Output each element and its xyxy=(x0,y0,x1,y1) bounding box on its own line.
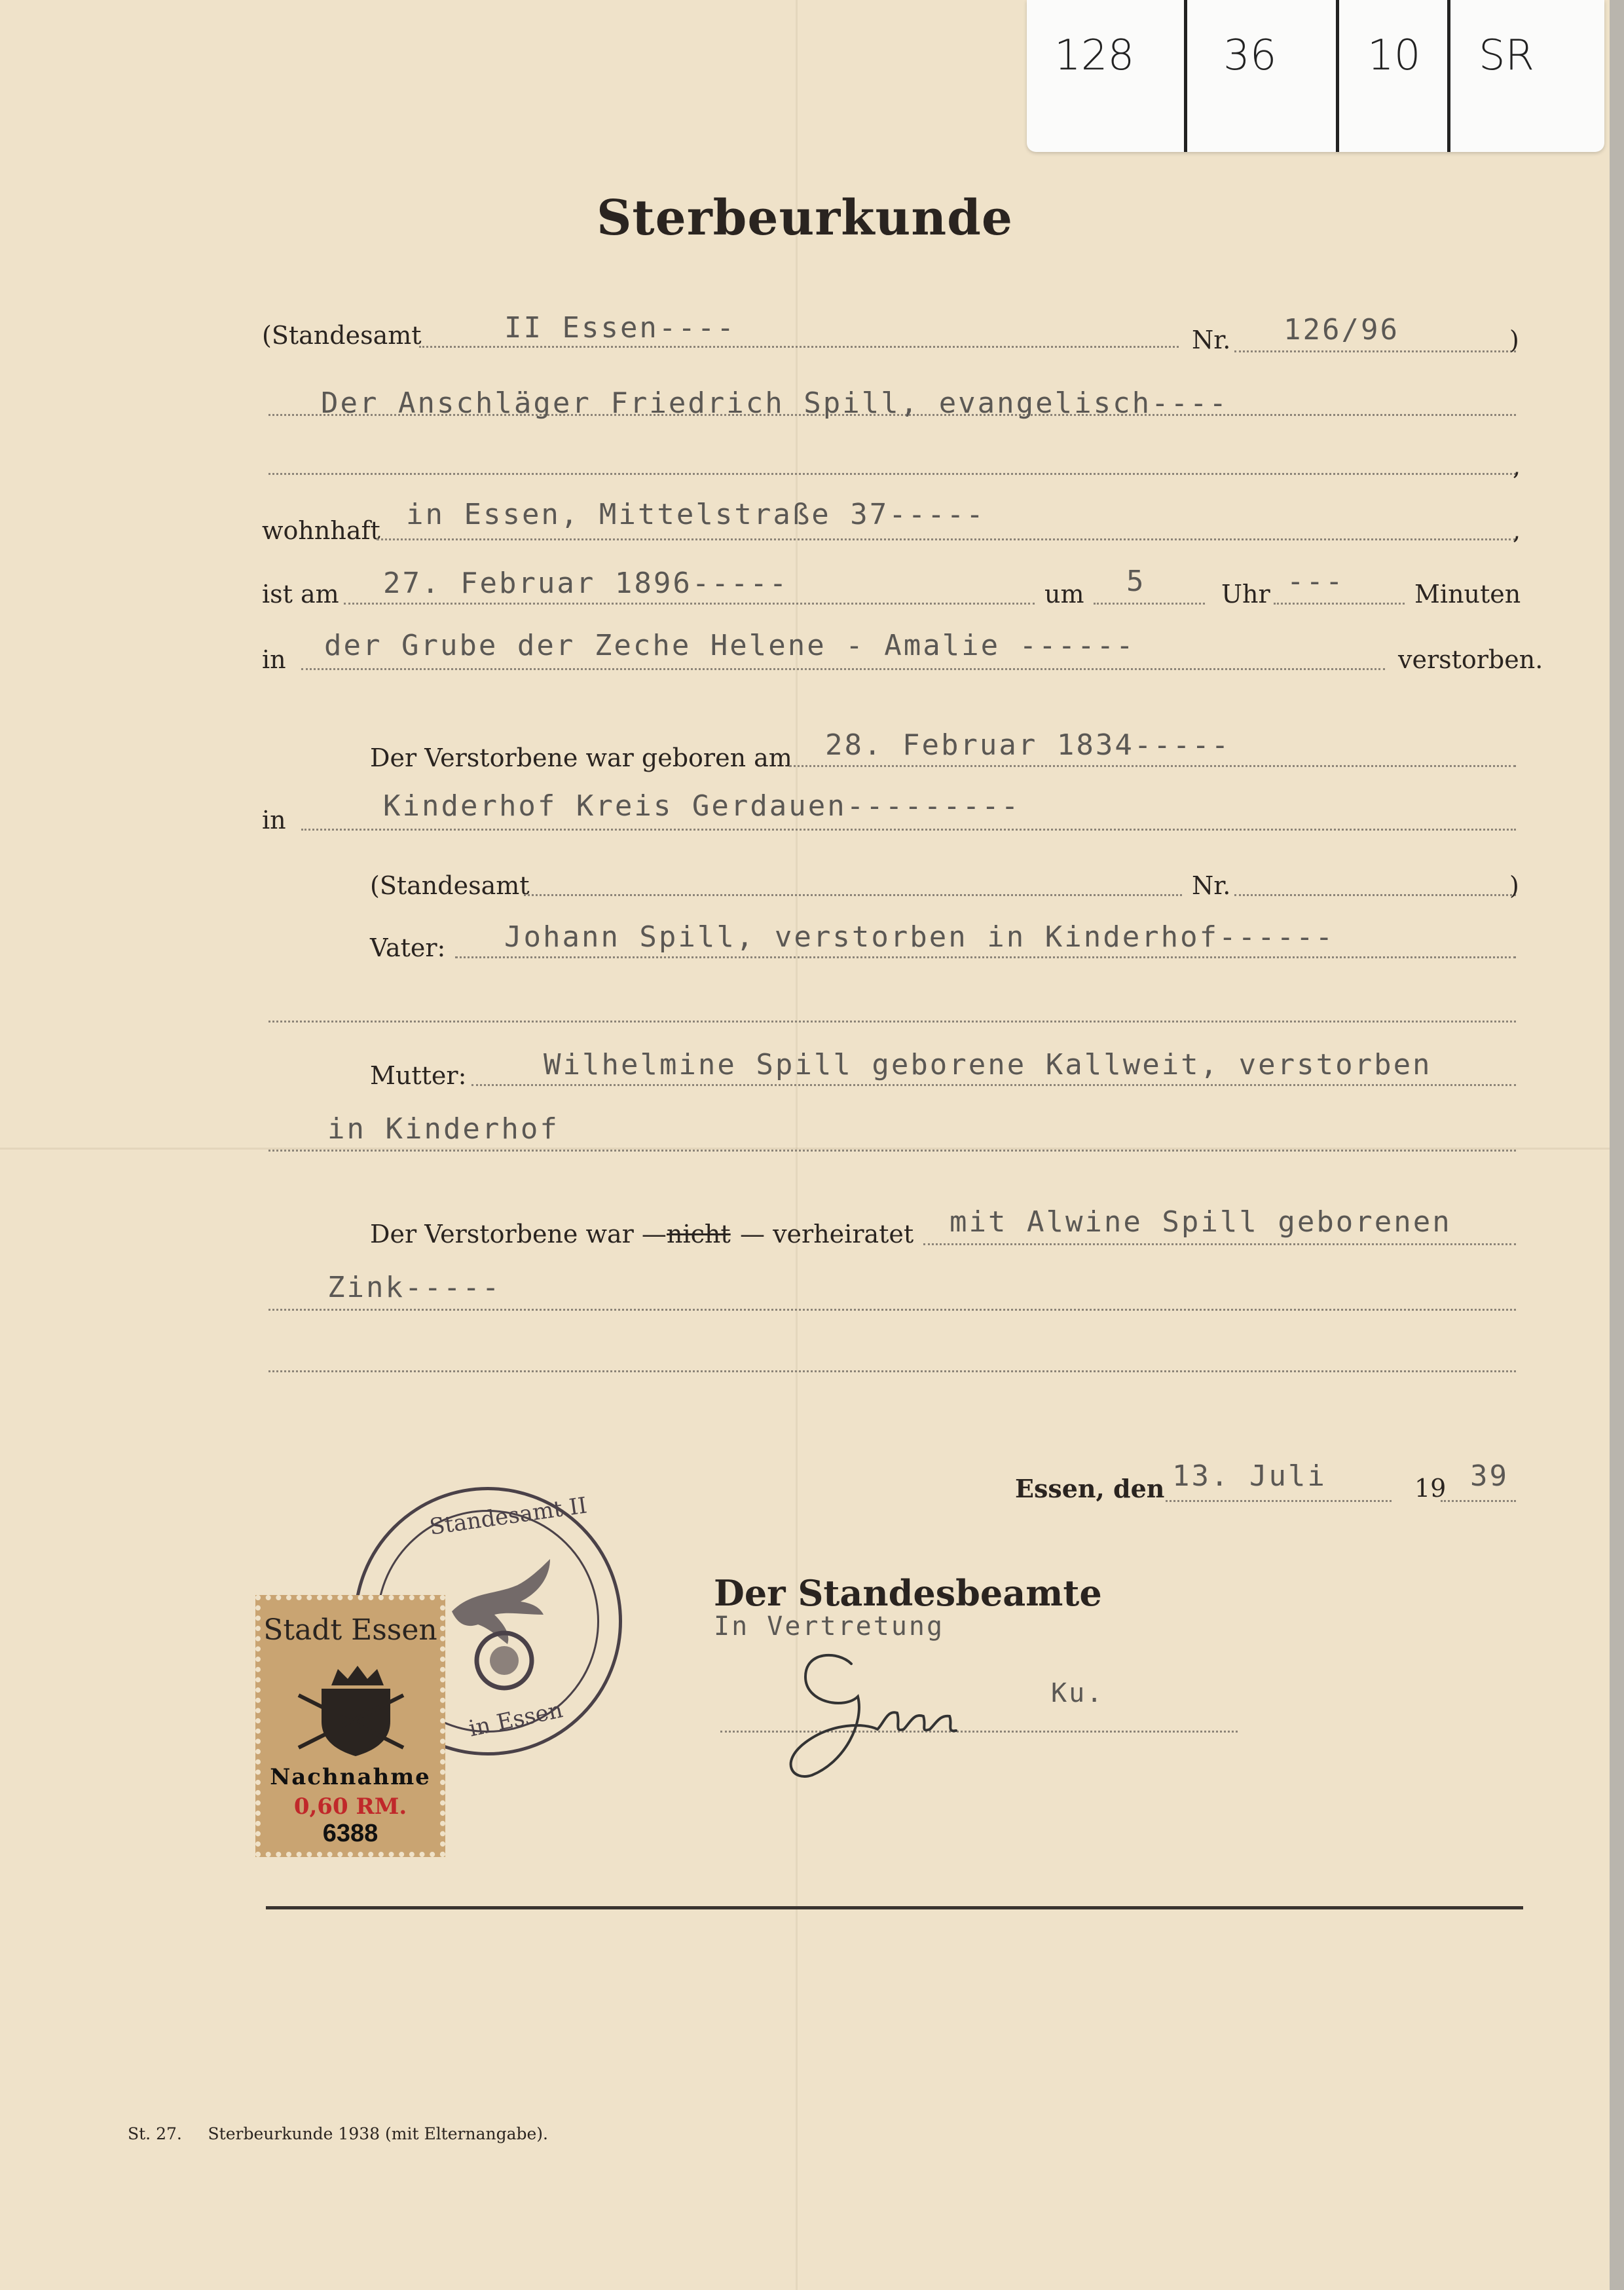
close-paren: ) xyxy=(1509,326,1519,354)
value-birth-date: 28. Februar 1834----- xyxy=(825,728,1231,762)
dotted-line xyxy=(344,603,1035,605)
dotted-line xyxy=(268,1021,1516,1023)
value-mother: Wilhelmine Spill geborene Kallweit, verstorben xyxy=(544,1048,1432,1081)
dotted-line xyxy=(923,1243,1516,1245)
seal-top-text: Standesamt II xyxy=(428,1492,589,1541)
label-year-prefix: 19 xyxy=(1414,1474,1447,1503)
archive-tag xyxy=(1027,0,1604,152)
dotted-line xyxy=(1166,1500,1392,1502)
dotted-line xyxy=(1441,1500,1516,1502)
label-city-date: Essen, den xyxy=(1015,1474,1165,1503)
tag-divider xyxy=(1447,0,1450,152)
dotted-line xyxy=(301,668,1385,670)
dotted-line xyxy=(377,538,1516,540)
value-year-suffix: 39 xyxy=(1470,1459,1509,1493)
tag-divider xyxy=(1336,0,1339,152)
comma: , xyxy=(1513,452,1521,481)
value-in-vertretung: In Vertretung xyxy=(714,1611,945,1642)
value-death-date: 27. Februar 1896----- xyxy=(383,567,789,600)
dotted-line xyxy=(471,1084,1516,1086)
label-uhr: Uhr xyxy=(1221,580,1270,609)
value-spouse-cont: Zink----- xyxy=(327,1271,502,1304)
office-title: Der Standesbeamte xyxy=(714,1572,1102,1614)
form-footer: St. 27. Sterbeurkunde 1938 (mit Elternangabe). xyxy=(128,2124,548,2143)
value-standesamt: II Essen---- xyxy=(504,311,736,345)
dotted-line xyxy=(455,956,1516,958)
scan-edge xyxy=(1610,0,1624,2290)
dotted-line xyxy=(419,346,1179,348)
label-in: in xyxy=(262,645,286,674)
document-title: Sterbeurkunde xyxy=(596,190,1013,246)
dotted-line xyxy=(1234,894,1516,896)
label-mutter: Mutter: xyxy=(370,1061,467,1090)
label-minuten: Minuten xyxy=(1414,580,1521,609)
dotted-line xyxy=(1094,603,1205,605)
close-paren: ) xyxy=(1509,871,1519,900)
value-father: Johann Spill, verstorben in Kinderhof------ xyxy=(504,920,1335,954)
seal-bottom-text: in Essen xyxy=(466,1697,565,1742)
label-nr: Nr. xyxy=(1192,326,1231,354)
revenue-stamp-fee: 0,60 RM. xyxy=(293,1793,407,1820)
dotted-line xyxy=(268,1309,1516,1311)
dotted-line xyxy=(301,829,1516,831)
value-mother-cont: in Kinderhof xyxy=(327,1112,559,1146)
dotted-line xyxy=(524,894,1182,896)
label-in-birthplace: in xyxy=(262,806,286,835)
fold-line xyxy=(796,0,798,2290)
value-hour: 5 xyxy=(1126,565,1146,598)
comma: , xyxy=(1513,516,1521,545)
revenue-stamp-city: Stadt Essen xyxy=(263,1613,437,1647)
archive-number-1: 128 xyxy=(1054,31,1135,80)
label-ist-am: ist am xyxy=(262,580,339,609)
value-signer-initials: Ku. xyxy=(1051,1678,1105,1708)
value-wohnhaft: in Essen, Mittelstraße 37----- xyxy=(406,498,986,531)
dotted-line xyxy=(1234,350,1516,352)
label-verheiratet-prefix: Der Verstorbene war — xyxy=(370,1220,667,1248)
value-person: Der Anschläger Friedrich Spill, evangelisch---- xyxy=(321,386,1229,420)
label-um: um xyxy=(1044,580,1084,609)
label-verheiratet-suffix: — verheiratet xyxy=(740,1220,914,1248)
label-wohnhaft: wohnhaft xyxy=(262,516,380,545)
revenue-stamp xyxy=(255,1595,445,1857)
handwritten-signature xyxy=(766,1624,1002,1795)
value-death-place: der Grube der Zeche Helene - Amalie ------ xyxy=(324,629,1135,662)
revenue-stamp-serial: 6388 xyxy=(322,1820,378,1847)
label-standesamt: (Standesamt xyxy=(262,321,422,350)
coat-of-arms-icon xyxy=(286,1659,416,1757)
dotted-line xyxy=(1274,603,1405,605)
value-birth-place: Kinderhof Kreis Gerdauen--------- xyxy=(383,789,1021,823)
label-nr-birth: Nr. xyxy=(1192,871,1231,900)
dotted-line xyxy=(268,1150,1516,1152)
tag-divider xyxy=(1184,0,1187,152)
value-issue-date: 13. Juli xyxy=(1172,1459,1327,1493)
label-nicht-struck: nicht xyxy=(667,1220,731,1248)
value-nr: 126/96 xyxy=(1283,313,1399,347)
archive-number-4: SR xyxy=(1479,31,1535,80)
revenue-stamp-label: Nachnahme xyxy=(270,1764,431,1790)
value-minutes: --- xyxy=(1287,565,1345,598)
label-verstorben: verstorben. xyxy=(1398,645,1543,674)
dotted-line xyxy=(268,1370,1516,1372)
dotted-line xyxy=(789,765,1516,767)
archive-number-3: 10 xyxy=(1367,31,1421,80)
dotted-line xyxy=(268,473,1516,475)
label-geboren-am: Der Verstorbene war geboren am xyxy=(370,743,792,772)
label-standesamt-birth: (Standesamt xyxy=(370,871,530,900)
bottom-rule xyxy=(266,1906,1523,1909)
archive-number-2: 36 xyxy=(1223,31,1277,80)
label-vater: Vater: xyxy=(370,933,446,962)
value-spouse: mit Alwine Spill geborenen xyxy=(950,1205,1452,1239)
